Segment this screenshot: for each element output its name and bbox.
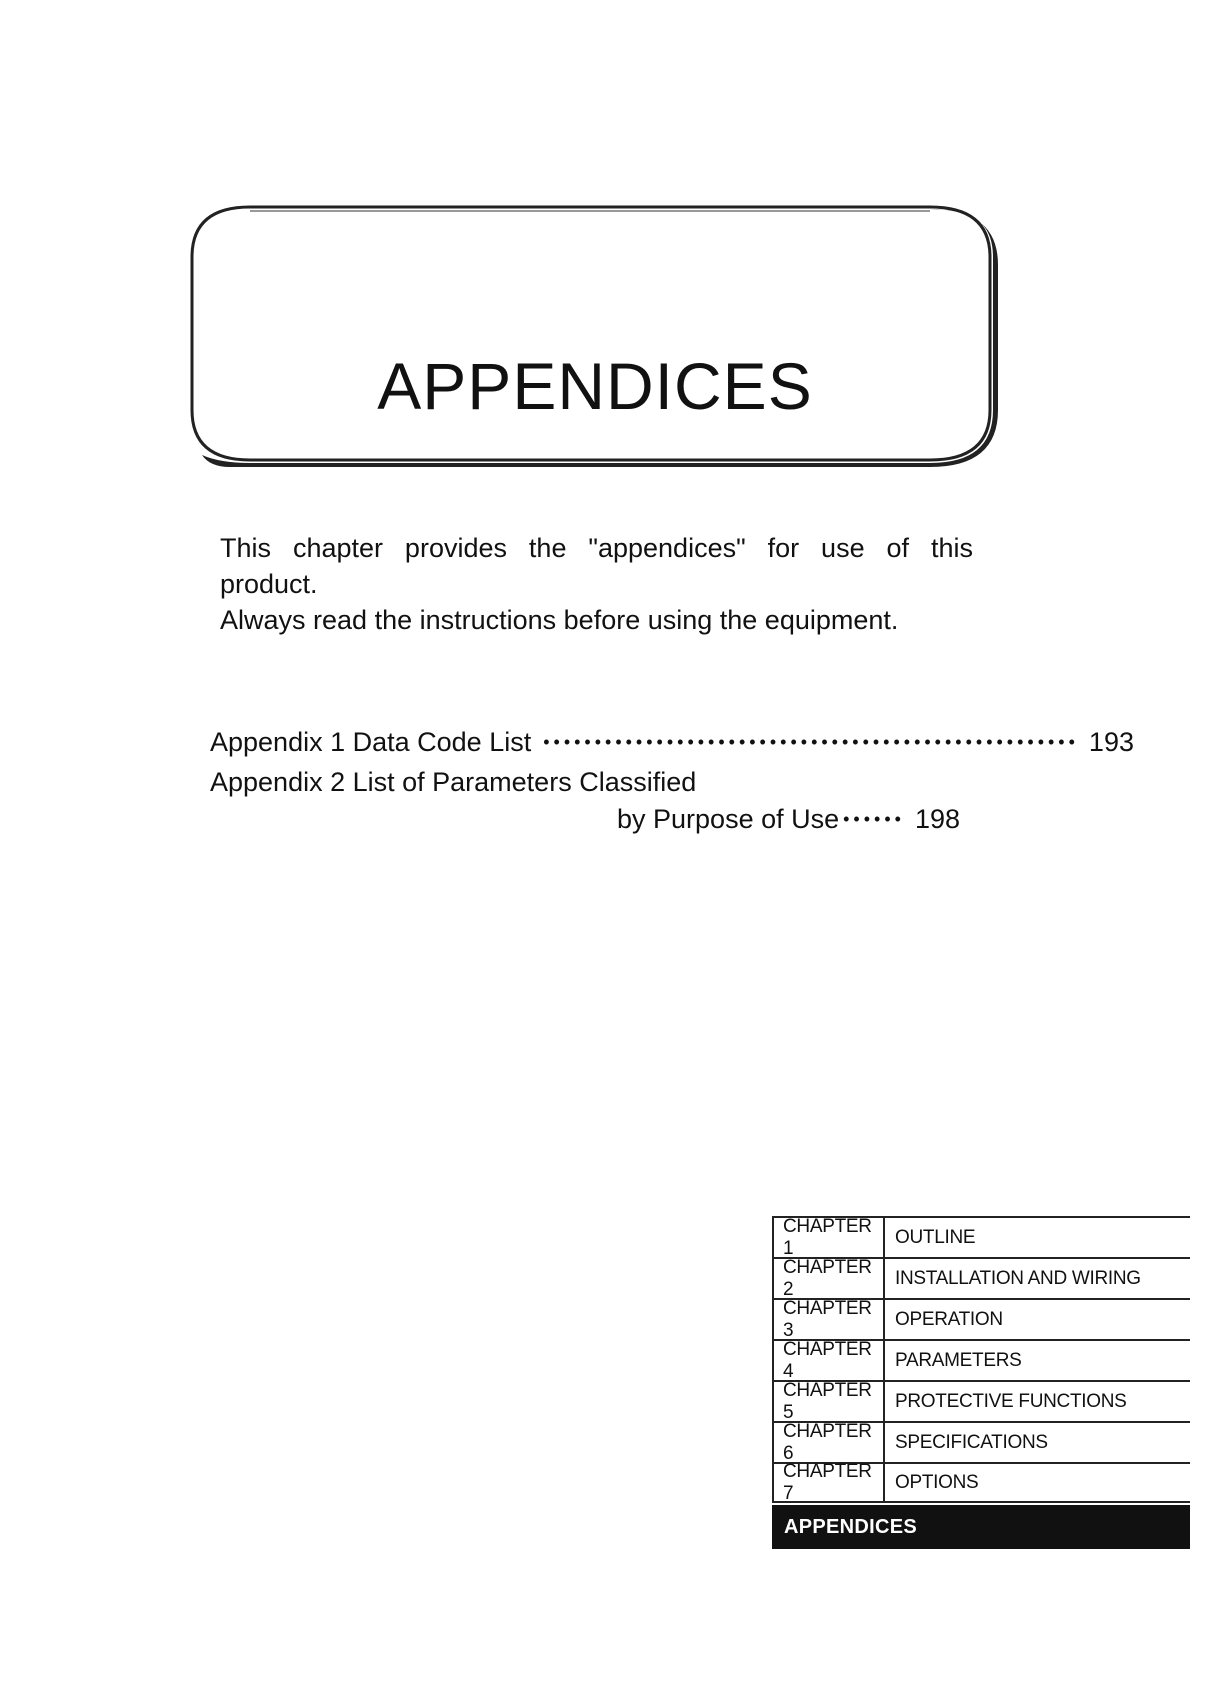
- toc-entry[interactable]: [210, 724, 1134, 764]
- chapter-index-row[interactable]: [772, 1421, 1190, 1462]
- chapter-name: OPERATION: [895, 1308, 1003, 1330]
- toc-dot-leader: ••••••••••••••••••••••••••••••••••••••••••••••••••••: [543, 732, 1079, 752]
- title-frame-border: [190, 205, 1000, 467]
- chapter-name: PARAMETERS: [895, 1349, 1022, 1371]
- chapter-name: OUTLINE: [895, 1226, 976, 1248]
- intro-line-3: Always read the instructions before using the equipment.: [220, 605, 899, 635]
- toc-entry[interactable]: [210, 764, 960, 801]
- toc-page-number: 193: [1088, 727, 1134, 757]
- intro-line-1: This chapter provides the "appendices" for use of this: [220, 533, 973, 563]
- chapter-name: SPECIFICATIONS: [895, 1431, 1048, 1453]
- chapter-intro: [220, 530, 973, 638]
- chapter-index-active-tab[interactable]: APPENDICES: [772, 1505, 1190, 1549]
- chapter-index-row[interactable]: [772, 1380, 1190, 1421]
- toc-page-number: 198: [914, 804, 960, 834]
- chapter-number: CHAPTER 4: [772, 1341, 885, 1380]
- chapter-number: CHAPTER 3: [772, 1300, 885, 1339]
- intro-line-2: product.: [220, 569, 318, 599]
- page-title: APPENDICES: [377, 349, 813, 423]
- table-of-contents: [210, 724, 1134, 841]
- toc-dot-leader: ••••••: [843, 809, 905, 829]
- chapter-name: PROTECTIVE FUNCTIONS: [895, 1390, 1127, 1412]
- chapter-index: [772, 1216, 1190, 1503]
- chapter-index-row[interactable]: [772, 1339, 1190, 1380]
- toc-entry-label: Appendix 2 List of Parameters Classified: [210, 767, 697, 797]
- chapter-name: INSTALLATION AND WIRING: [895, 1267, 1141, 1289]
- chapter-number: CHAPTER 7: [772, 1464, 885, 1501]
- chapter-index-row[interactable]: [772, 1257, 1190, 1298]
- toc-entry-label: Appendix 1 Data Code List: [210, 727, 532, 757]
- chapter-number: CHAPTER 5: [772, 1382, 885, 1421]
- chapter-index-row[interactable]: [772, 1462, 1190, 1503]
- chapter-index-row[interactable]: [772, 1298, 1190, 1339]
- chapter-name: OPTIONS: [895, 1471, 979, 1493]
- chapter-index-row[interactable]: [772, 1216, 1190, 1257]
- toc-entry-continuation-label: by Purpose of Use: [617, 804, 840, 834]
- chapter-number: CHAPTER 6: [772, 1423, 885, 1462]
- chapter-title-frame: [190, 205, 1000, 467]
- toc-entry-continuation[interactable]: [210, 801, 960, 841]
- chapter-number: CHAPTER 1: [772, 1218, 885, 1257]
- chapter-number: CHAPTER 2: [772, 1259, 885, 1298]
